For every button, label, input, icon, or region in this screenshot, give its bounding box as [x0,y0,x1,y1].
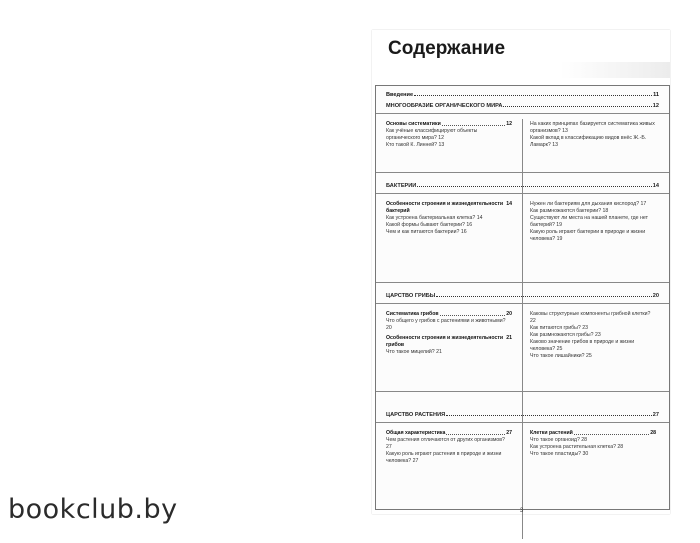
toc-section-page: 27 [652,412,659,418]
toc-subheading[interactable]: Клетки растений 28 [530,430,656,436]
toc-column-right [530,311,656,360]
toc-item[interactable]: Что такое органоид? 28 [530,437,588,443]
toc-item[interactable]: Каково значение грибов в природе и жизни человека? 25 [530,339,635,352]
page-title: Содержание [388,38,506,59]
toc-column-left [386,430,512,465]
toc-item[interactable]: Нужен ли бактериям для дыхания кислород? 17 [530,201,647,207]
toc-section-page: 14 [652,183,659,189]
watermark-text: bookclub.by [8,494,178,525]
toc-section-row[interactable] [386,293,659,299]
toc-item[interactable]: Какой вклад в классификацию видов внёс Ж.-Б. Ламарк? 13 [530,135,647,148]
divider [376,422,669,423]
toc-item[interactable]: Что такое лишайники? 25 [530,353,592,359]
toc-column-right [530,121,656,149]
toc-item[interactable]: Что такое мицелий? 21 [386,349,442,355]
toc-section-page: 12 [652,103,659,109]
toc-column-left [386,121,512,149]
toc-column-right [530,430,656,458]
toc-item[interactable]: Как учёные классифицируют объекты органического мира? 12 [386,128,478,141]
toc-item[interactable]: Как питаются грибы? 23 [530,325,588,331]
column-divider [522,309,523,539]
toc-section-name: БАКТЕРИИ [386,183,417,189]
divider [376,113,669,114]
toc-subheading[interactable]: Особенности строения и жизнедеятельности грибов 21 [386,335,512,348]
toc-subheading[interactable]: Общая характеристика 27 [386,430,512,436]
toc-item[interactable]: Существуют ли места на нашей планете, где нет бактерий? 19 [530,215,648,228]
toc-item[interactable]: Что общего у грибов с растениями и животными? 20 [386,318,506,331]
toc-item[interactable]: Какую роль играют бактерии в природе и жизни человека? 19 [530,229,646,242]
toc-column-left [386,201,512,236]
toc-item[interactable]: Как размножаются грибы? 23 [530,332,601,338]
toc-section-page: 20 [652,293,659,299]
toc-item[interactable]: На каких принципах базируется систематика живых организмов? 13 [530,121,655,134]
toc-intro-label: Введение [386,92,414,98]
toc-item[interactable]: Как устроена растительная клетка? 28 [530,444,624,450]
toc-intro-row[interactable] [386,92,659,98]
toc-section-name: ЦАРСТВО РАСТЕНИЯ [386,412,446,418]
toc-section-row[interactable] [386,183,659,189]
toc-item[interactable]: Что такое пластиды? 30 [530,451,589,457]
toc-item[interactable]: Каковы структурные компоненты грибной клетки? 22 [530,311,651,324]
toc-column-right [530,201,656,243]
divider [376,172,669,173]
toc-item[interactable]: Как размножаются бактерии? 18 [530,208,609,214]
divider [376,303,669,304]
divider [376,282,669,283]
toc-section-row[interactable] [386,103,659,109]
toc-board [375,85,670,510]
toc-item[interactable]: Чем и как питаются бактерии? 16 [386,229,467,235]
toc-item[interactable]: Чем растения отличаются от других организмов? 27 [386,437,505,450]
toc-item[interactable]: Кто такой К. Линней? 13 [386,142,445,148]
page-number: 3 [520,508,524,514]
title-decoration [560,62,670,78]
toc-section-name: МНОГООБРАЗИЕ ОРГАНИЧЕСКОГО МИРА [386,103,503,109]
toc-item[interactable]: Какую роль играют растения в природе и жизни человека? 27 [386,451,502,464]
toc-subheading[interactable]: Основы систематики 12 [386,121,512,127]
toc-item[interactable]: Какой формы бывают бактерии? 16 [386,222,473,228]
toc-item[interactable]: Как устроена бактериальная клетка? 14 [386,215,483,221]
toc-column-left [386,311,512,356]
toc-subheading[interactable]: Особенности строения и жизнедеятельности бактерий 14 [386,201,512,214]
book-page [372,30,670,514]
toc-intro-page: 11 [653,92,659,98]
toc-section-name: ЦАРСТВО ГРИБЫ [386,293,436,299]
divider [376,193,669,194]
divider [376,391,669,392]
toc-section-row[interactable] [386,412,659,418]
toc-subheading[interactable]: Систематика грибов 20 [386,311,512,317]
